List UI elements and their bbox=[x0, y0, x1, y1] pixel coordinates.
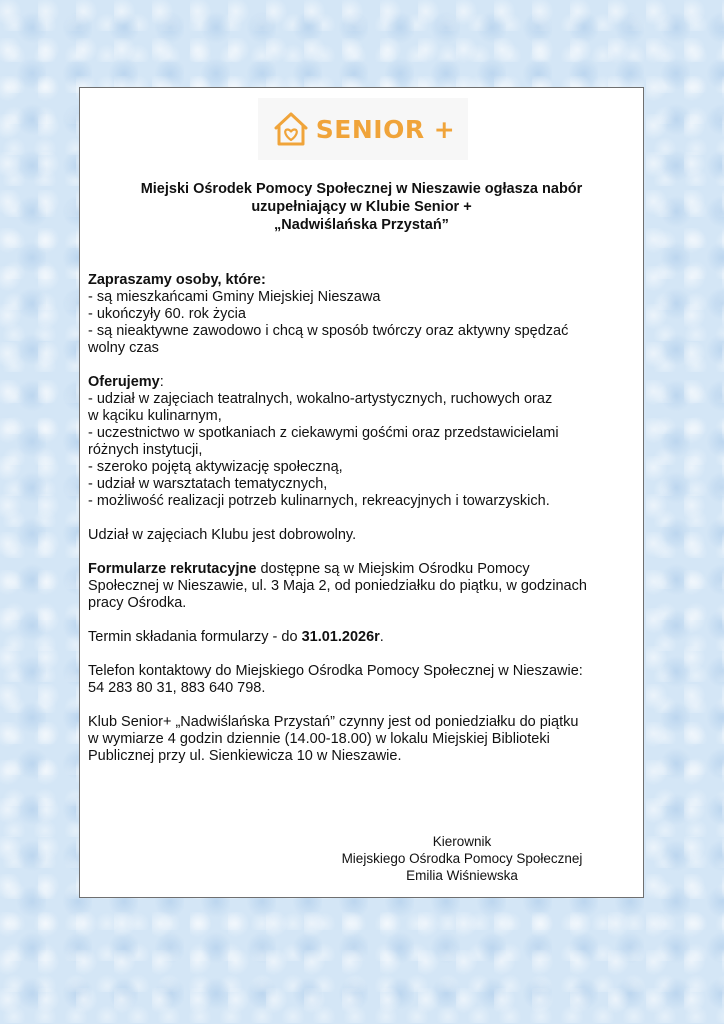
invite-line: - są nieaktywne zawodowo i chcą w sposób twórczy oraz aktywny spędzać bbox=[88, 323, 569, 339]
offer-line: w kąciku kulinarnym, bbox=[88, 408, 222, 424]
signature-name: Emilia Wiśniewska bbox=[406, 868, 518, 883]
heading-line: „Nadwiślańska Przystań” bbox=[274, 217, 449, 233]
offer-title-bold: Oferujemy bbox=[88, 374, 160, 390]
signature-org: Miejskiego Ośrodka Pomocy Społecznej bbox=[341, 851, 583, 866]
offer-line: różnych instytucji, bbox=[88, 442, 203, 458]
offer-line: - udział w warsztatach tematycznych, bbox=[88, 476, 328, 492]
senior-plus-logo bbox=[258, 98, 468, 160]
club-line: Publicznej przy ul. Sienkiewicza 10 w Nieszawie. bbox=[88, 748, 402, 764]
forms-line: Społecznej w Nieszawie, ul. 3 Maja 2, od poniedziałku do piątku, w godzinach bbox=[88, 578, 587, 594]
invite-title: Zapraszamy osoby, które: bbox=[88, 272, 266, 288]
notice-heading bbox=[80, 180, 643, 234]
offer-line: - udział w zajęciach teatralnych, wokalno-artystycznych, ruchowych oraz bbox=[88, 391, 553, 407]
phone-numbers: 54 283 80 31, 883 640 798. bbox=[88, 680, 266, 696]
heading-line: uzupełniający w Klubie Senior + bbox=[251, 199, 472, 215]
heading-line: Miejski Ośrodek Pomocy Społecznej w Nieszawie ogłasza nabór bbox=[140, 181, 583, 197]
signature-block bbox=[310, 833, 614, 884]
club-line: Klub Senior+ „Nadwiślańska Przystań” czynny jest od poniedziałku do piątku bbox=[88, 714, 579, 730]
offer-title-colon: : bbox=[159, 374, 164, 390]
invite-line: wolny czas bbox=[88, 340, 159, 356]
logo-text: SENIOR + bbox=[315, 114, 456, 144]
deadline-date: 31.01.2026r bbox=[301, 629, 380, 645]
invite-line: - są mieszkańcami Gminy Miejskiej Nieszawa bbox=[88, 289, 381, 305]
forms-bold: Formularze rekrutacyjne bbox=[88, 561, 257, 577]
forms-line bbox=[88, 561, 636, 578]
signature-role: Kierownik bbox=[432, 834, 492, 849]
deadline-suffix: . bbox=[379, 629, 384, 645]
offer-line: - możliwość realizacji potrzeb kulinarnych, rekreacyjnych i towarzyskich. bbox=[88, 493, 550, 509]
forms-line: pracy Ośrodka. bbox=[88, 595, 187, 611]
voluntary-note: Udział w zajęciach Klubu jest dobrowolny. bbox=[88, 527, 357, 543]
deadline-prefix: Termin składania formularzy - do bbox=[88, 629, 302, 645]
offer-line: - uczestnictwo w spotkaniach z ciekawymi gośćmi oraz przedstawicielami bbox=[88, 425, 559, 441]
phone-line: Telefon kontaktowy do Miejskiego Ośrodka Pomocy Społecznej w Nieszawie: bbox=[88, 663, 583, 679]
forms-rest: dostępne są w Miejskim Ośrodku Pomocy bbox=[256, 561, 530, 577]
offer-line: - szeroko pojętą aktywizację społeczną, bbox=[88, 459, 343, 475]
club-line: w wymiarze 4 godzin dziennie (14.00-18.00) w lokalu Miejskiej Biblioteki bbox=[88, 731, 550, 747]
house-heart-icon bbox=[271, 109, 311, 149]
notice-page bbox=[79, 87, 644, 898]
invite-line: - ukończyły 60. rok życia bbox=[88, 306, 246, 322]
notice-body bbox=[88, 272, 636, 765]
offer-title bbox=[88, 374, 636, 391]
deadline-line bbox=[88, 629, 636, 646]
